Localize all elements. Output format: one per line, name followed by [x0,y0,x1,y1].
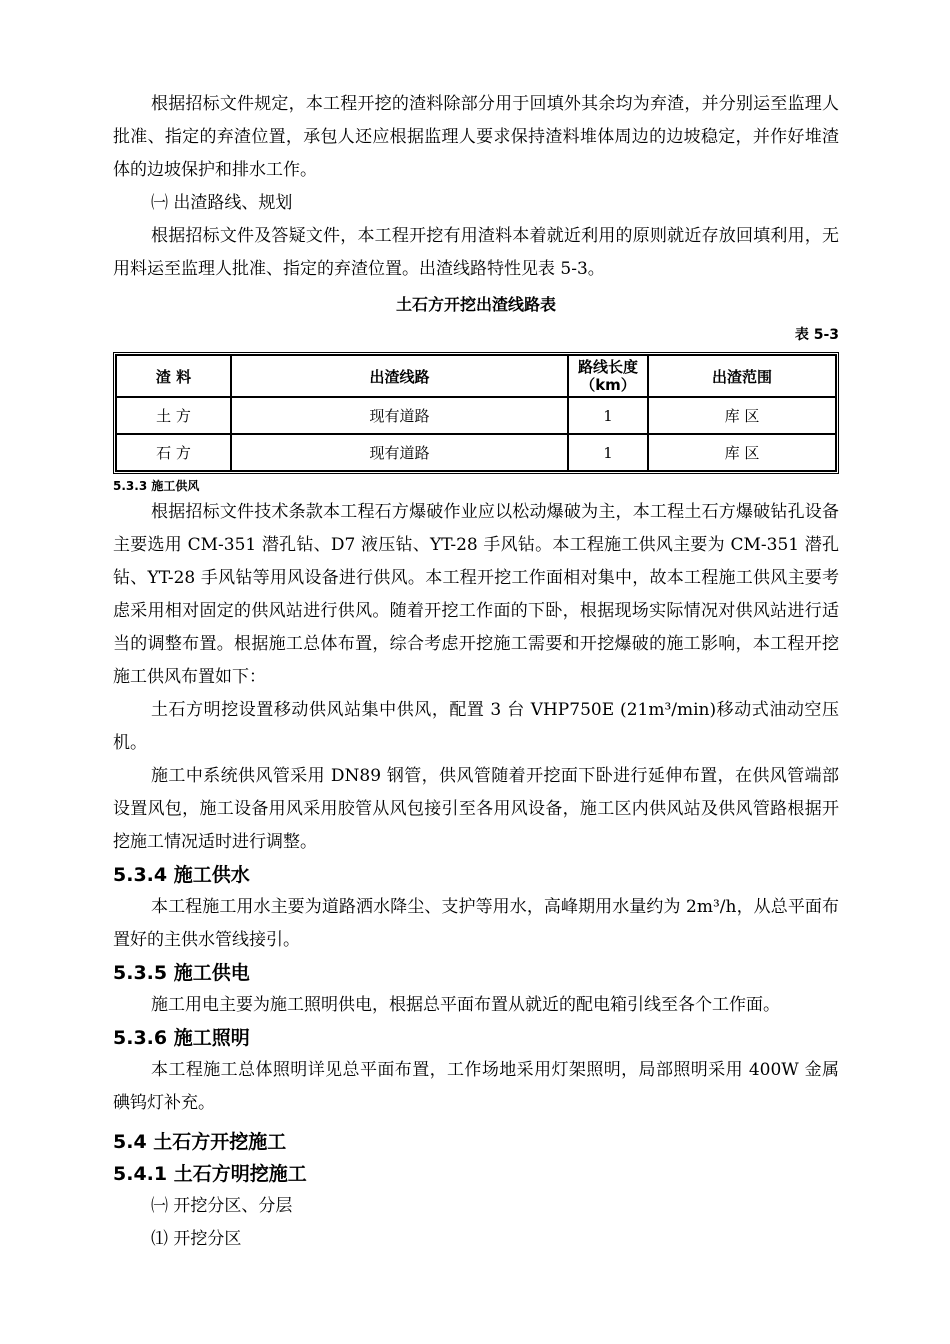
paragraph-water-supply: 本工程施工用水主要为道路洒水降尘、支护等用水，高峰期用水量约为 2m³/h，从总平面布置好的主供水管线接引。 [113,897,839,950]
heading-5-3-6: 5.3.6 施工照明 [113,1027,250,1049]
table-number: 表 5-3 [794,327,839,343]
list-item-route-planning: ㈠ 出渣路线、规划 [151,193,293,213]
heading-5-4-1: 5.4.1 土石方明挖施工 [113,1163,307,1185]
heading-5-4: 5.4 土石方开挖施工 [113,1131,287,1153]
table-row [116,397,836,434]
cell-range: 库 区 [648,397,836,434]
paragraph-lighting: 本工程施工总体照明详见总平面布置，工作场地采用灯架照明，局部照明采用 400W 金属碘钨灯补充。 [113,1060,839,1113]
document-page [113,88,839,1256]
table-header-row [116,355,836,397]
cell-route: 现有道路 [231,397,568,434]
cell-length: 1 [568,434,648,471]
paragraph-power-supply: 施工用电主要为施工照明供电，根据总平面布置从就近的配电箱引线至各个工作面。 [151,995,780,1015]
heading-5-3-4: 5.3.4 施工供水 [113,864,250,886]
paragraph-route-description: 根据招标文件及答疑文件，本工程开挖有用渣料本着就近利用的原则就近存放回填利用，无用料运至监理人批准、指定的弃渣位置。出渣线路特性见表 5-3。 [113,226,839,279]
spoil-route-table [113,352,839,474]
list-item-excavation-zones: ⑴ 开挖分区 [151,1229,242,1249]
cell-range: 库 区 [648,434,836,471]
header-material: 渣 料 [116,355,231,397]
heading-5-3-5: 5.3.5 施工供电 [113,962,250,984]
cell-material: 土 方 [116,397,231,434]
paragraph-air-pipe: 施工中系统供风管采用 DN89 钢管，供风管随着开挖面下卧进行延伸布置，在供风管端部设置风包，施工设备用风采用胶管从风包接引至各用风设备，施工区内供风站及供风管路根据开挖施工情况适时进行调整。 [113,766,839,852]
header-route: 出渣线路 [231,355,568,397]
paragraph-air-supply: 根据招标文件技术条款本工程石方爆破作业应以松动爆破为主，本工程土石方爆破钻孔设备主要选用 CM-351 潜孔钻、D7 液压钻、YT-28 手风钻。本工程施工供风主要为 CM-351 潜孔钻、YT-28 手风钻等用风设备进行供风。本工程开挖工作面相对集中，故本工程施工供风主要考虑采用相对固定的供风站进行供风。随着开挖工作面的下卧，根据现场实际情况对供风站进行适当的调整布置。根据施工总体布置，综合考虑开挖施工需要和开挖爆破的施工影响，本工程开挖施工供风布置如下： [113,502,839,687]
header-range: 出渣范围 [648,355,836,397]
table-row [116,434,836,471]
cell-route: 现有道路 [231,434,568,471]
paragraph-spoil-disposal: 根据招标文件规定，本工程开挖的渣料除部分用于回填外其余均为弃渣，并分别运至监理人批准、指定的弃渣位置，承包人还应根据监理人要求保持渣料堆体周边的边坡稳定，并作好堆渣体的边坡保护和排水工作。 [113,94,839,180]
header-length-line2: （km） [580,376,636,394]
paragraph-air-compressor: 土石方明挖设置移动供风站集中供风，配置 3 台 VHP750E (21m³/min)移动式油动空压机。 [113,700,839,753]
list-item-excavation-zoning: ㈠ 开挖分区、分层 [151,1196,293,1216]
header-length [568,355,648,397]
cell-material: 石 方 [116,434,231,471]
cell-length: 1 [568,397,648,434]
table-title: 土石方开挖出渣线路表 [395,295,556,314]
heading-5-3-3: 5.3.3 施工供风 [113,479,200,493]
header-length-line1: 路线长度 [577,358,638,376]
